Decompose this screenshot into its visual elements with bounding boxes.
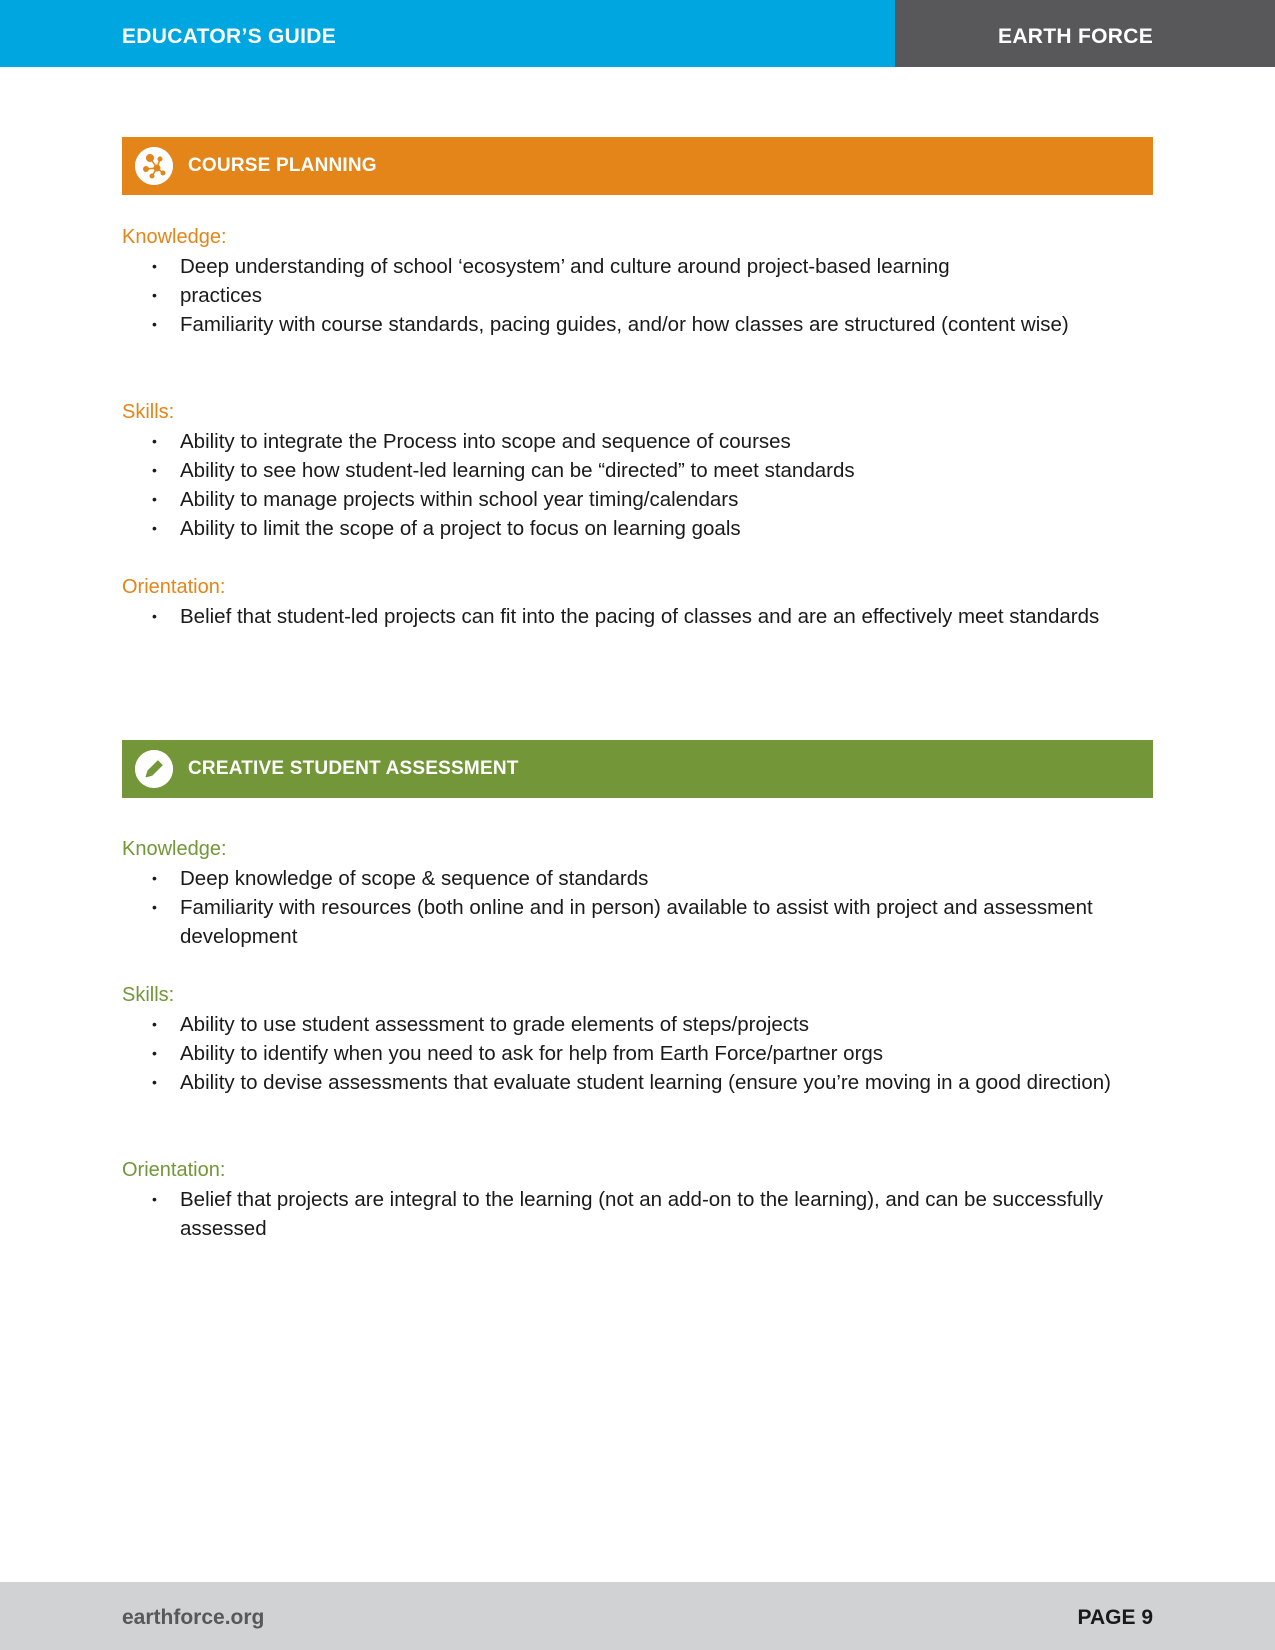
creative-assessment-orientation [122,1156,1162,1243]
list-item: • Ability to use student assessment to grade elements of steps/projects [150,1010,1162,1039]
list-item: • practices [150,281,1162,310]
group-label: Knowledge: [122,838,227,860]
creative-assessment-skills [122,981,1162,1097]
creative-assessment-header [122,740,1153,798]
list-item: • Familiarity with course standards, pacing guides, and/or how classes are structured (content wise) [150,310,1162,339]
course-planning-knowledge [122,223,1162,339]
creative-assessment-knowledge [122,835,1162,951]
page-number: PAGE 9 [1077,1606,1153,1629]
bullet-list [150,1185,1162,1243]
pencil-icon [135,750,173,788]
bullet-list [150,602,1162,631]
list-item: • Deep understanding of school ‘ecosystem’ and culture around project-based learning [150,252,1162,281]
header-right-panel [895,0,1275,67]
bullet-list [150,1010,1162,1097]
footer-website: earthforce.org [122,1606,265,1629]
list-item: • Ability to integrate the Process into scope and sequence of courses [150,427,1162,456]
org-title: EARTH FORCE [998,25,1153,48]
header-bar [0,0,1275,67]
course-planning-skills [122,398,1162,543]
list-item: • Ability to limit the scope of a project to focus on learning goals [150,514,1162,543]
bullet-list [150,864,1162,951]
group-label: Skills: [122,401,175,423]
group-label: Skills: [122,984,175,1006]
list-item: • Deep knowledge of scope & sequence of standards [150,864,1162,893]
list-item: • Belief that student-led projects can fit into the pacing of classes and are an effectively meet standards [150,602,1162,631]
list-item: • Ability to see how student-led learning can be “directed” to meet standards [150,456,1162,485]
network-nodes-icon [135,147,173,185]
list-item: • Ability to identify when you need to ask for help from Earth Force/partner orgs [150,1039,1162,1068]
section-title: CREATIVE STUDENT ASSESSMENT [188,758,519,779]
guide-title: EDUCATOR’S GUIDE [122,25,337,48]
course-planning-orientation [122,573,1162,631]
bullet-list [150,427,1162,543]
list-item: • Belief that projects are integral to the learning (not an add-on to the learning), and can be successfully assessed [150,1185,1162,1243]
list-item: • Familiarity with resources (both online and in person) available to assist with project and assessment development [150,893,1162,951]
course-planning-header [122,137,1153,195]
section-title: COURSE PLANNING [188,155,377,176]
bullet-list [150,252,1162,339]
list-item: • Ability to devise assessments that evaluate student learning (ensure you’re moving in a good direction) [150,1068,1162,1097]
footer-bar [0,1582,1275,1650]
group-label: Knowledge: [122,226,227,248]
header-left-panel [0,0,895,67]
list-item: • Ability to manage projects within school year timing/calendars [150,485,1162,514]
group-label: Orientation: [122,576,226,598]
group-label: Orientation: [122,1159,226,1181]
